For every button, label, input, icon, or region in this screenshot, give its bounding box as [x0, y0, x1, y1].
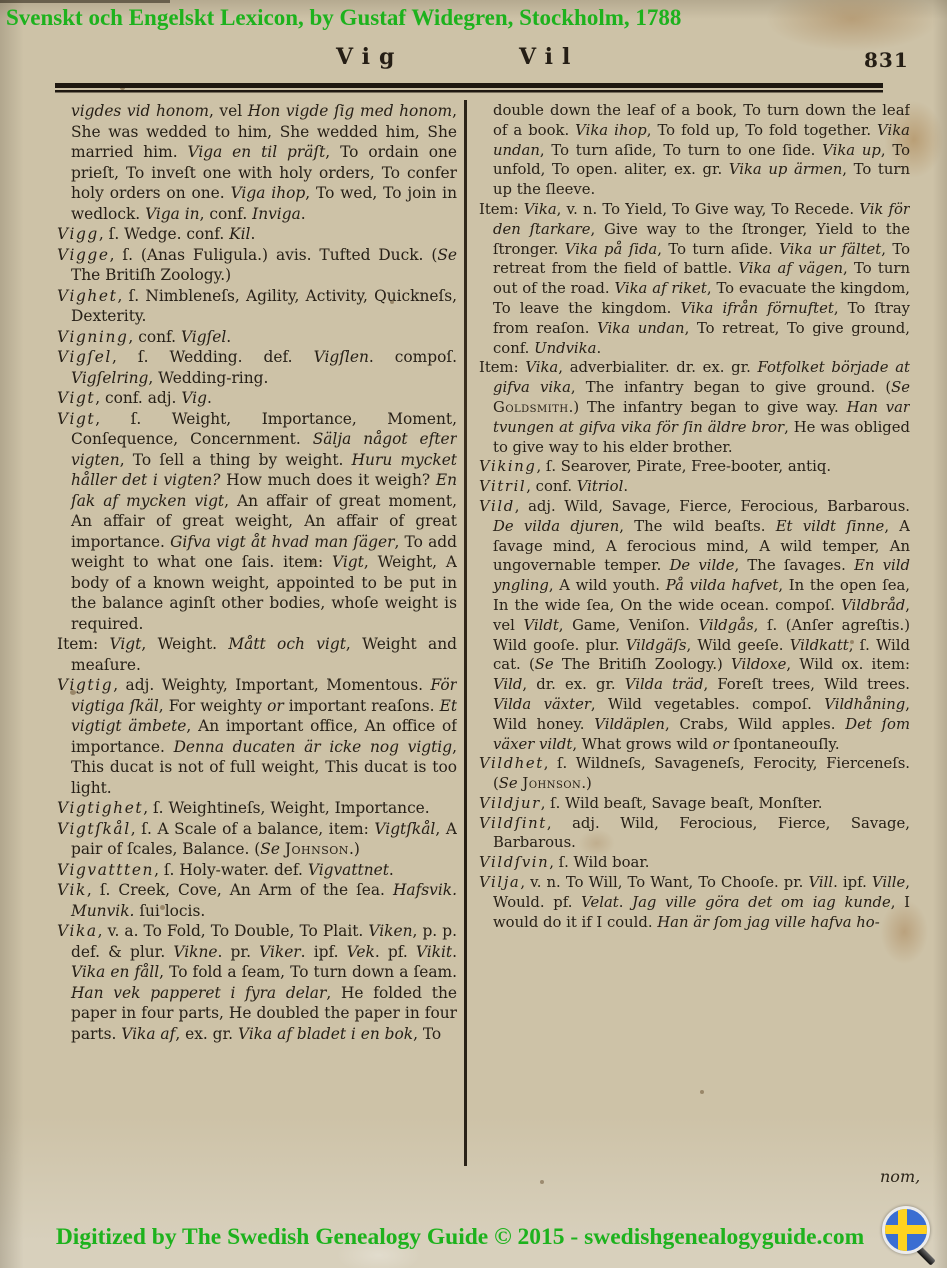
right-column	[479, 101, 910, 1173]
dictionary-entry: Vigtſkål, ſ. A Scale of a balance, item: Vigtſkål, A pair of ſcales, Balance. (Se Johnson.)	[57, 819, 457, 858]
dictionary-entry: Vitril, conf. Vitriol.	[479, 478, 629, 496]
dictionary-entry: Item: Vika, v. n. To Yield, To Give way, To Recede. Vik för den ſtarkare, Give way to the ſtronger, Yield to the ſtronger. Vika på ſida, To turn aſide. Vika ur fältet, To retreat from the field of battle. Vika af vägen, To turn out of the road. Vika af riket, To evacuate the kingdom, To leave the kingdom. Vika ifrån förnuftet, To ſtray from reaſon. Vika undan, To retreat, To give ground, conf. Undvika.	[479, 200, 910, 357]
dictionary-entry: Vigtig, adj. Weighty, Important, Momentous. För vigtiga ſkäl, For weighty or important reaſons. Et vigtigt ämbete, An important office, An office of importance. Denna ducaten är icke nog vigtig, This ducat is not of full weight, This ducat is too light.	[57, 676, 457, 797]
scan-caption-bottom: Digitized by The Swedish Genealogy Guide © 2015 - swedishgenealogyguide.com	[55, 1224, 865, 1250]
dictionary-entry: Vildjur, ſ. Wild beaſt, Savage beaſt, Monſter.	[479, 794, 823, 812]
running-head-left: Vig	[336, 44, 404, 70]
dictionary-entry: Vika, v. a. To Fold, To Double, To Plait. Viken, p. p. def. & plur. Vikne. pr. Viker. ipf. Vek. pf. Vikit. Vika en fåll, To fold a ſeam, To turn down a ſeam. Han vek papperet i fyra delar, He folded the paper in four parts, He doubled the paper in four parts. Vika af, ex. gr. Vika af bladet i en bok, To	[57, 922, 457, 1043]
page-number: 831	[864, 48, 909, 72]
dictionary-entry: Item: Vika, adverbialiter. dr. ex. gr. Fotfolket började at gifva vika, The infantry began to give ground. (Se Goldsmith.) The infantry began to give way. Han var tvungen at gifva vika för ſin äldre bror, He was obliged to give way to his elder brother.	[479, 359, 910, 456]
dictionary-entry: Vigſel, ſ. Wedding. def. Vigſlen. compoſ. Vigſelring, Wedding-ring.	[57, 348, 457, 387]
swedish-genealogy-guide-logo	[880, 1204, 942, 1264]
scan-edge-shadow	[0, 0, 170, 3]
flag-cross-horizontal	[885, 1225, 927, 1234]
column-divider	[464, 100, 467, 1166]
dictionary-entry: Vilja, v. n. To Will, To Want, To Chooſe. pr. Vill. ipf. Ville, Would. pf. Velat. Jag ville göra det om iag kunde, I would do it if I could. Han är ſom jag ville hafva ho-	[479, 874, 910, 931]
dictionary-entry: Vighet, ſ. Nimbleneſs, Agility, Activity, Quickneſs, Dexterity.	[57, 286, 457, 325]
catchword: nom,	[880, 1167, 921, 1186]
dictionary-entry: Vigt, conf. adj. Vig.	[57, 389, 212, 407]
dictionary-entry: Vild, adj. Wild, Savage, Fierce, Ferocious, Barbarous. De vilda djuren, The wild beaſts. Et vildt ſinne, A ſavage mind, A ferocious mind, A wild temper, An ungovernable temper. De vilde, The ſavages. En vild yngling, A wild youth. På vilda hafvet, In the open ſea, In the wide ſea, On the wide ocean. compoſ. Vildbråd, vel Vildt, Game, Veniſon. Vildgås, ſ. (Anſer agreſtis.) Wild gooſe. plur. Vildgäſs, Wild geeſe. Vildkatt, ſ. Wild cat. (Se The Britiſh Zoology.) Vildoxe, Wild ox. item: Vild, dr. ex. gr. Vilda träd, Foreſt trees, Wild trees. Vilda växter, Wild vegetables. compoſ. Vildhåning, Wild honey. Vildäplen, Crabs, Wild apples. Det ſom växer vildt, What grows wild or ſpontaneouſly.	[479, 497, 910, 753]
dictionary-entry: vigdes vid honom, vel Hon vigde ſig med honom, She was wedded to him, She wedded him, She married him. Viga en til präſt, To ordain one prieſt, To inveſt one with holy orders, To confer holy orders on one. Viga ihop, To wed, To join in wedlock. Viga in, conf. Inviga.	[71, 102, 457, 223]
dictionary-entry: Item: Vigt, Weight. Mått och vigt, Weight and meaſure.	[57, 635, 457, 674]
dictionary-entry: Vigge, ſ. (Anas Fuligula.) avis. Tufted Duck. (Se The Britiſh Zoology.)	[57, 245, 457, 284]
dictionary-entry: Vik, ſ. Creek, Cove, An Arm of the ſea. Hafsvik. Munvik. ſui locis.	[57, 881, 457, 920]
running-head-right: Vil	[519, 44, 580, 70]
dictionary-entry: Vildhet, ſ. Wildneſs, Savageneſs, Ferocity, Fierceneſs. (Se Johnson.)	[479, 755, 910, 793]
dictionary-entry: Vildſint, adj. Wild, Ferocious, Fierce, Savage, Barbarous.	[479, 814, 910, 852]
dictionary-entry: Vigt, ſ. Weight, Importance, Moment, Conſequence, Concernment. Sälja något efter vigten, To ſell a thing by weight. Huru mycket håller det i vigten? How much does it weigh? En ſak af mycken vigt, An affair of great moment, An affair of great weight, An affair of great importance. Gifva vigt åt hvad man ſäger, To add weight to what one ſais. item: Vigt, Weight, A body of a known weight, appointed to be put in the balance aginſt other bodies, whoſe weight is required.	[57, 409, 457, 633]
paper-speck	[540, 1180, 544, 1184]
swedish-flag-lens-icon	[882, 1206, 930, 1254]
scan-caption-top: Svenskt och Engelskt Lexicon, by Gustaf Widegren, Stockholm, 1788	[6, 5, 682, 30]
dictionary-entry: Vigvattten, ſ. Holy-water. def. Vigvattnet.	[57, 860, 394, 879]
dictionary-entry: Vigning, conf. Vigſel.	[57, 327, 232, 346]
dictionary-entry: Vigg, ſ. Wedge. conf. Kil.	[57, 225, 256, 243]
dictionary-entry: double down the leaf of a book, To turn down the leaf of a book. Vika ihop, To fold up, To fold together. Vika undan, To turn aſide, To turn to one ſide. Vika up, To unfold, To open. aliter, ex. gr. Vika up ärmen, To turn up the ſleeve.	[493, 102, 910, 199]
dictionary-entry: Vildſvin, ſ. Wild boar.	[479, 854, 650, 872]
left-column	[57, 101, 457, 1173]
dictionary-entry: Vigtighet, ſ. Weightineſs, Weight, Importance.	[57, 799, 430, 817]
header-rule	[55, 83, 883, 94]
dictionary-entry: Viking, ſ. Searover, Pirate, Free-booter, antiq.	[479, 458, 832, 476]
